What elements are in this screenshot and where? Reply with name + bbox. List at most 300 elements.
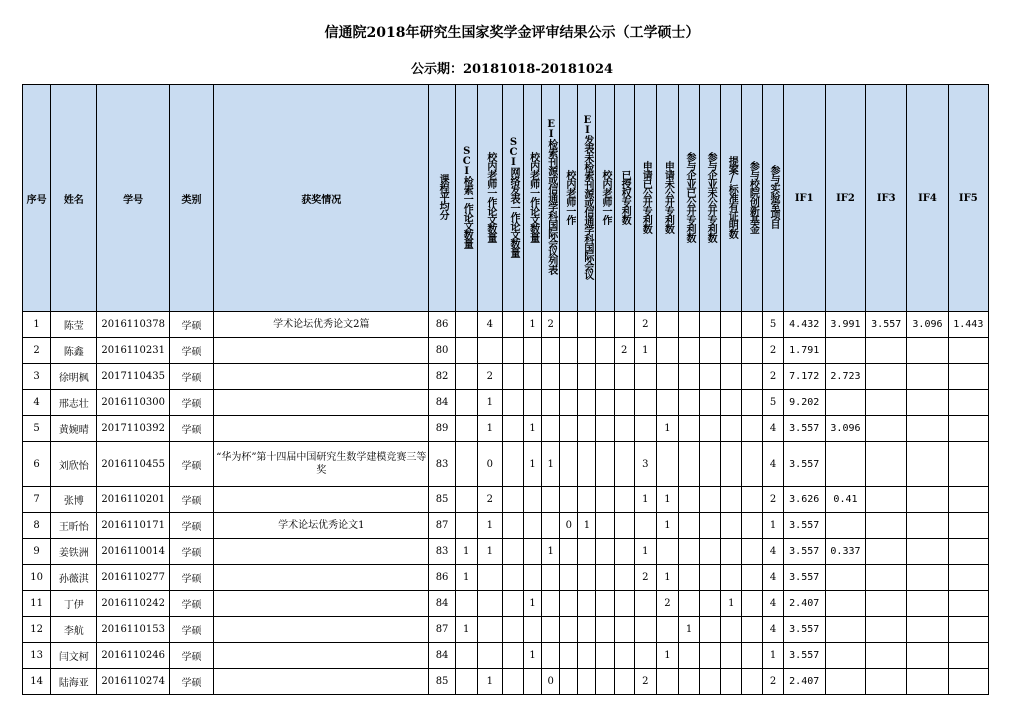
table-cell: 0 — [560, 513, 578, 539]
table-cell — [948, 617, 988, 643]
table-cell: 1 — [656, 565, 678, 591]
table-cell — [700, 617, 721, 643]
table-cell: 2 — [763, 487, 783, 513]
table-cell — [455, 643, 477, 669]
table-row — [23, 364, 989, 390]
table-cell — [742, 513, 763, 539]
table-cell — [907, 364, 948, 390]
table-cell: 3.096 — [907, 312, 948, 338]
table-cell — [502, 617, 523, 643]
table-cell — [455, 487, 477, 513]
table-cell — [907, 390, 948, 416]
table-cell — [742, 591, 763, 617]
column-header: 参与实验室项目 — [763, 85, 783, 312]
table-cell — [656, 617, 678, 643]
column-header: 申请已公开专利数 — [634, 85, 656, 312]
table-cell: 83 — [429, 442, 455, 487]
table-cell — [524, 338, 542, 364]
table-cell — [742, 565, 763, 591]
table-cell: 2016110014 — [97, 539, 169, 565]
table-cell: 0.337 — [825, 539, 865, 565]
table-cell: 3 — [634, 442, 656, 487]
table-cell: 学硕 — [169, 312, 213, 338]
table-cell — [542, 390, 560, 416]
column-header: 提案/标准有证明数 — [721, 85, 742, 312]
table-cell — [656, 539, 678, 565]
table-cell — [578, 617, 596, 643]
table-cell: 学硕 — [169, 539, 213, 565]
table-cell: 89 — [429, 416, 455, 442]
table-cell: 1 — [524, 442, 542, 487]
table-cell — [542, 565, 560, 591]
column-header: 已授权专利数 — [614, 85, 634, 312]
table-cell — [700, 364, 721, 390]
table-cell — [596, 591, 614, 617]
table-cell: 闫文柯 — [51, 643, 97, 669]
table-cell: 学硕 — [169, 565, 213, 591]
table-cell — [560, 617, 578, 643]
table-cell — [721, 390, 742, 416]
table-cell — [542, 416, 560, 442]
table-cell: 2017110435 — [97, 364, 169, 390]
table-cell — [678, 513, 699, 539]
table-cell — [524, 364, 542, 390]
table-cell — [721, 617, 742, 643]
table-cell — [825, 513, 865, 539]
table-cell — [524, 617, 542, 643]
table-cell — [656, 338, 678, 364]
table-cell: 2016110378 — [97, 312, 169, 338]
table-row — [23, 539, 989, 565]
column-header: 校内老师一作论文数量 — [477, 85, 502, 312]
table-row — [23, 617, 989, 643]
table-cell — [596, 539, 614, 565]
table-cell: 1 — [634, 539, 656, 565]
table-cell — [614, 591, 634, 617]
table-cell — [825, 643, 865, 669]
table-cell: 1 — [542, 539, 560, 565]
table-cell — [721, 513, 742, 539]
table-cell — [700, 669, 721, 695]
table-cell — [578, 591, 596, 617]
table-cell: 3.557 — [783, 513, 825, 539]
table-cell: 1 — [477, 513, 502, 539]
table-cell — [614, 416, 634, 442]
table-cell: 85 — [429, 487, 455, 513]
table-cell — [742, 487, 763, 513]
table-cell: 0 — [477, 442, 502, 487]
table-cell — [700, 416, 721, 442]
table-cell — [560, 539, 578, 565]
table-cell: 87 — [429, 513, 455, 539]
table-cell — [700, 643, 721, 669]
table-cell — [866, 513, 907, 539]
table-cell: 1 — [477, 539, 502, 565]
column-header: IF2 — [825, 85, 865, 312]
table-cell: 邢志壮 — [51, 390, 97, 416]
table-cell: 84 — [429, 643, 455, 669]
table-cell — [502, 487, 523, 513]
table-cell: 14 — [23, 669, 51, 695]
table-cell: 学硕 — [169, 617, 213, 643]
table-cell: 李航 — [51, 617, 97, 643]
table-row — [23, 591, 989, 617]
table-cell — [678, 487, 699, 513]
table-cell — [214, 338, 429, 364]
table-cell — [477, 565, 502, 591]
table-cell: 1 — [763, 513, 783, 539]
table-cell — [596, 487, 614, 513]
table-cell — [614, 312, 634, 338]
table-cell: 3.096 — [825, 416, 865, 442]
table-cell: 张博 — [51, 487, 97, 513]
table-cell — [742, 539, 763, 565]
table-cell: 2.407 — [783, 591, 825, 617]
table-cell: 3.557 — [783, 539, 825, 565]
table-cell: 2016110455 — [97, 442, 169, 487]
table-cell: 学硕 — [169, 643, 213, 669]
table-cell — [700, 591, 721, 617]
table-cell: 1 — [477, 416, 502, 442]
table-cell: 1.443 — [948, 312, 988, 338]
table-cell: 4 — [763, 565, 783, 591]
table-cell: 3.557 — [783, 442, 825, 487]
column-header: 参与企业已公开专利数 — [678, 85, 699, 312]
table-cell — [596, 565, 614, 591]
table-cell — [742, 312, 763, 338]
table-cell — [560, 565, 578, 591]
table-cell — [634, 364, 656, 390]
table-cell — [560, 669, 578, 695]
table-cell: 学硕 — [169, 591, 213, 617]
table-cell: 2016110277 — [97, 565, 169, 591]
table-cell — [656, 669, 678, 695]
table-cell: 3.991 — [825, 312, 865, 338]
column-header: 类别 — [169, 85, 213, 312]
table-cell — [524, 513, 542, 539]
table-cell: 2016110171 — [97, 513, 169, 539]
table-cell — [721, 643, 742, 669]
table-cell: 1 — [763, 643, 783, 669]
table-cell: “华为杯”第十四届中国研究生数学建模竞赛三等奖 — [214, 442, 429, 487]
table-cell — [578, 643, 596, 669]
table-cell — [578, 669, 596, 695]
table-cell: 陈鑫 — [51, 338, 97, 364]
table-cell: 2 — [542, 312, 560, 338]
table-cell: 1 — [542, 442, 560, 487]
table-cell — [678, 416, 699, 442]
table-cell: 3.557 — [783, 617, 825, 643]
table-cell: 1 — [477, 669, 502, 695]
table-cell: 7.172 — [783, 364, 825, 390]
table-cell — [542, 643, 560, 669]
table-cell — [721, 416, 742, 442]
table-cell — [866, 442, 907, 487]
table-cell: 3.557 — [783, 416, 825, 442]
table-cell — [907, 591, 948, 617]
table-cell: 1 — [524, 416, 542, 442]
table-cell: 5 — [763, 312, 783, 338]
table-cell: 2.723 — [825, 364, 865, 390]
table-cell — [596, 669, 614, 695]
table-cell — [825, 442, 865, 487]
table-cell — [866, 487, 907, 513]
table-cell: 2 — [634, 669, 656, 695]
table-cell: 4 — [763, 539, 783, 565]
column-header: 校内老师一作论文数量 — [524, 85, 542, 312]
table-cell — [614, 390, 634, 416]
table-cell — [455, 416, 477, 442]
table-cell — [866, 643, 907, 669]
column-header: 参与校院创新基金 — [742, 85, 763, 312]
column-header: 课程平均分 — [429, 85, 455, 312]
table-cell: 学硕 — [169, 669, 213, 695]
table-cell: 84 — [429, 591, 455, 617]
table-cell: 1 — [455, 617, 477, 643]
table-cell: 1 — [477, 390, 502, 416]
table-cell — [678, 669, 699, 695]
table-cell: 学术论坛优秀论文1 — [214, 513, 429, 539]
table-cell — [907, 338, 948, 364]
table-cell — [477, 591, 502, 617]
table-cell — [502, 513, 523, 539]
table-cell — [678, 364, 699, 390]
table-cell — [825, 591, 865, 617]
table-cell: 1 — [455, 539, 477, 565]
table-cell: 1 — [578, 513, 596, 539]
table-cell: 孙薇淇 — [51, 565, 97, 591]
table-cell — [542, 338, 560, 364]
table-cell — [678, 390, 699, 416]
table-cell: 9 — [23, 539, 51, 565]
table-cell — [455, 312, 477, 338]
column-header: 校内老师一作 — [560, 85, 578, 312]
scholarship-results-table — [22, 84, 989, 695]
column-header: SCI检索一作论文数量 — [455, 85, 477, 312]
table-cell — [742, 617, 763, 643]
table-cell: 3.557 — [866, 312, 907, 338]
table-cell — [614, 442, 634, 487]
table-cell — [742, 416, 763, 442]
table-cell: 1.791 — [783, 338, 825, 364]
table-cell: 5 — [763, 390, 783, 416]
table-cell — [596, 617, 614, 643]
table-cell — [866, 669, 907, 695]
table-cell — [700, 513, 721, 539]
table-cell — [907, 416, 948, 442]
table-cell — [700, 442, 721, 487]
column-header: 姓名 — [51, 85, 97, 312]
table-cell — [502, 643, 523, 669]
table-cell — [214, 669, 429, 695]
table-cell: 1 — [524, 312, 542, 338]
table-cell: 1 — [678, 617, 699, 643]
table-cell — [214, 416, 429, 442]
table-cell — [825, 390, 865, 416]
table-cell — [502, 442, 523, 487]
table-cell: 13 — [23, 643, 51, 669]
table-cell — [907, 565, 948, 591]
table-cell: 学硕 — [169, 513, 213, 539]
table-cell — [948, 442, 988, 487]
table-row — [23, 312, 989, 338]
table-cell — [596, 643, 614, 669]
table-cell — [560, 487, 578, 513]
table-cell — [866, 390, 907, 416]
column-header: 申请未公开专利数 — [656, 85, 678, 312]
table-cell — [678, 643, 699, 669]
column-header: SCI网络发表一作论文数量 — [502, 85, 523, 312]
table-cell — [614, 487, 634, 513]
table-cell: 10 — [23, 565, 51, 591]
table-cell — [866, 338, 907, 364]
table-cell — [866, 591, 907, 617]
table-cell — [560, 416, 578, 442]
table-cell: 86 — [429, 312, 455, 338]
table-row — [23, 513, 989, 539]
table-cell — [742, 338, 763, 364]
table-cell: 学硕 — [169, 390, 213, 416]
table-cell: 7 — [23, 487, 51, 513]
table-cell — [524, 390, 542, 416]
table-cell: 学术论坛优秀论文2篇 — [214, 312, 429, 338]
table-cell — [634, 591, 656, 617]
table-cell: 84 — [429, 390, 455, 416]
table-cell — [455, 442, 477, 487]
table-cell — [907, 513, 948, 539]
table-cell — [721, 487, 742, 513]
table-cell: 1 — [524, 643, 542, 669]
table-cell: 学硕 — [169, 416, 213, 442]
table-cell — [560, 364, 578, 390]
table-cell — [700, 487, 721, 513]
table-cell — [721, 539, 742, 565]
table-cell — [578, 364, 596, 390]
table-cell — [742, 442, 763, 487]
table-cell — [700, 390, 721, 416]
table-cell — [596, 338, 614, 364]
table-cell: 87 — [429, 617, 455, 643]
table-row — [23, 669, 989, 695]
table-cell: 4 — [477, 312, 502, 338]
table-cell: 2 — [477, 364, 502, 390]
table-cell: 3.557 — [783, 565, 825, 591]
table-cell — [524, 669, 542, 695]
column-header: IF1 — [783, 85, 825, 312]
table-cell — [455, 364, 477, 390]
table-cell — [634, 643, 656, 669]
table-cell — [907, 643, 948, 669]
table-cell — [614, 539, 634, 565]
table-cell — [948, 591, 988, 617]
table-cell — [656, 312, 678, 338]
table-cell: 2016110300 — [97, 390, 169, 416]
table-cell: 2 — [634, 312, 656, 338]
table-cell: 0.41 — [825, 487, 865, 513]
table-cell: 4 — [23, 390, 51, 416]
column-header: 校内老师一作 — [596, 85, 614, 312]
table-cell: 1 — [656, 643, 678, 669]
table-cell: 3.557 — [783, 643, 825, 669]
table-cell — [524, 565, 542, 591]
table-cell — [721, 312, 742, 338]
table-row — [23, 643, 989, 669]
table-cell — [455, 591, 477, 617]
table-cell — [866, 364, 907, 390]
table-cell: 3 — [23, 364, 51, 390]
table-cell — [700, 312, 721, 338]
table-row — [23, 487, 989, 513]
table-cell: 陆海亚 — [51, 669, 97, 695]
table-cell — [596, 513, 614, 539]
column-header: IF4 — [907, 85, 948, 312]
table-cell — [948, 364, 988, 390]
table-cell — [214, 487, 429, 513]
table-cell: 1 — [656, 487, 678, 513]
table-cell — [721, 338, 742, 364]
table-cell — [542, 513, 560, 539]
table-cell — [596, 312, 614, 338]
table-cell — [578, 539, 596, 565]
table-cell — [502, 312, 523, 338]
table-row — [23, 442, 989, 487]
table-cell: 2 — [614, 338, 634, 364]
table-cell: 黄婉晴 — [51, 416, 97, 442]
table-cell: 1 — [721, 591, 742, 617]
table-cell — [578, 390, 596, 416]
table-cell: 5 — [23, 416, 51, 442]
table-cell: 8 — [23, 513, 51, 539]
column-header: 序号 — [23, 85, 51, 312]
table-cell — [948, 338, 988, 364]
table-cell — [825, 669, 865, 695]
table-cell — [455, 513, 477, 539]
table-cell — [560, 643, 578, 669]
table-cell — [560, 390, 578, 416]
table-cell — [214, 643, 429, 669]
table-cell — [477, 338, 502, 364]
table-cell — [948, 643, 988, 669]
table-cell: 1 — [634, 487, 656, 513]
table-cell — [502, 565, 523, 591]
table-cell — [214, 539, 429, 565]
table-cell — [524, 539, 542, 565]
table-cell — [455, 338, 477, 364]
table-cell — [542, 487, 560, 513]
table-cell: 1 — [455, 565, 477, 591]
column-header: IF5 — [948, 85, 988, 312]
table-cell — [948, 539, 988, 565]
table-cell: 徐明枫 — [51, 364, 97, 390]
table-cell: 4 — [763, 442, 783, 487]
table-cell: 0 — [542, 669, 560, 695]
table-cell — [948, 416, 988, 442]
table-cell — [614, 513, 634, 539]
table-cell — [907, 442, 948, 487]
table-cell — [542, 364, 560, 390]
table-cell: 学硕 — [169, 338, 213, 364]
table-cell — [596, 416, 614, 442]
table-cell: 6 — [23, 442, 51, 487]
table-row — [23, 416, 989, 442]
table-cell — [214, 565, 429, 591]
table-cell — [825, 617, 865, 643]
table-cell — [560, 591, 578, 617]
table-cell — [721, 565, 742, 591]
table-cell: 3.626 — [783, 487, 825, 513]
table-cell — [700, 338, 721, 364]
table-cell — [700, 539, 721, 565]
